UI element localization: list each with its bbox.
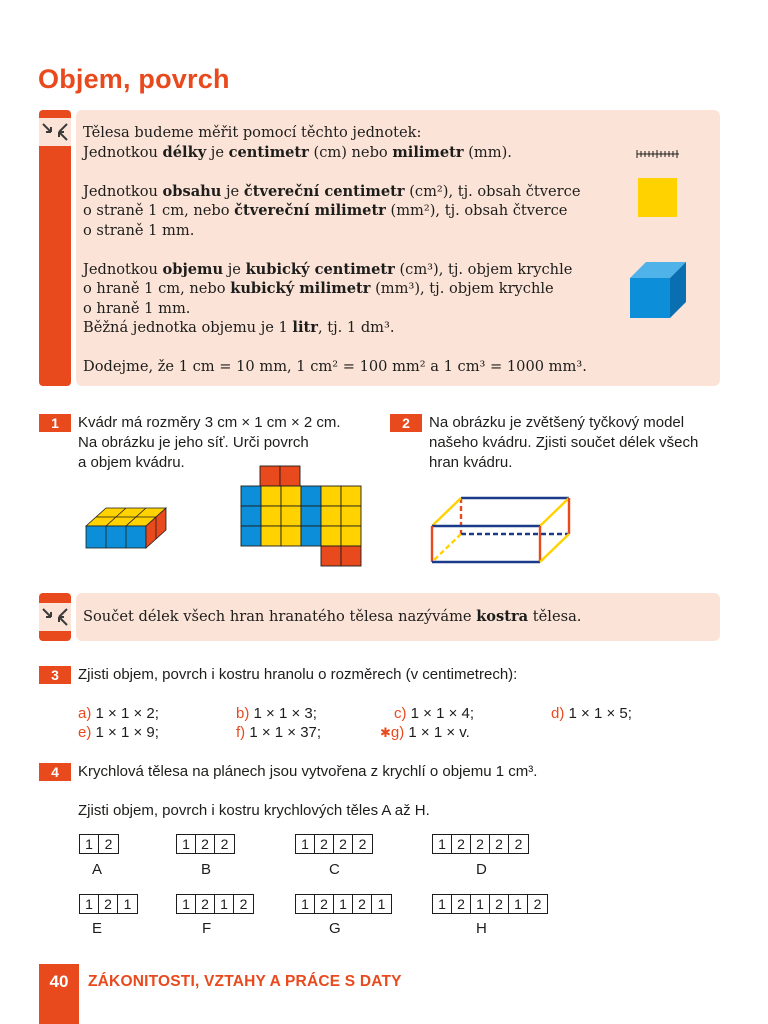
plan-f: 1 2 1 2 <box>176 894 254 914</box>
plan-a-label: A <box>92 861 103 878</box>
task-3-item-a: a) 1 × 1 × 2; <box>78 705 159 722</box>
task-3-item-c: c) 1 × 1 × 4; <box>394 705 475 722</box>
plan-h-label: H <box>476 920 487 937</box>
shrink-arrows-icon <box>39 603 71 631</box>
plan-b: 1 2 2 <box>176 834 235 854</box>
task-1-number: 1 <box>39 414 71 432</box>
footer-section-title: ZÁKONITOSTI, VZTAHY A PRÁCE S DATY <box>88 973 402 990</box>
info-side-bar <box>39 110 71 386</box>
task-4-line2: Zjisti objem, povrch i kostru krychlových těles A až H. <box>78 802 430 819</box>
plan-f-label: F <box>202 920 212 937</box>
info-area-line3: o straně 1 mm. <box>83 221 195 239</box>
task-3-item-g: ✱g) 1 × 1 × v. <box>380 724 470 741</box>
cuboid-illustration <box>84 506 168 550</box>
info-volume-line4: Běžná jednotka objemu je 1 litr, tj. 1 dm³. <box>83 319 395 336</box>
info-length: Jednotkou délky je centimetr (cm) nebo milimetr (mm). <box>83 143 512 161</box>
plan-d-label: D <box>476 861 487 878</box>
cuboid-net <box>240 465 362 567</box>
plan-e: 1 2 1 <box>79 894 138 914</box>
task-3-item-b: b) 1 × 1 × 3; <box>236 705 317 722</box>
kostra-side-bar <box>39 593 71 641</box>
rod-model-illustration <box>428 494 574 566</box>
plan-h: 1 2 1 2 1 2 <box>432 894 548 914</box>
shrink-arrows-icon <box>39 118 71 146</box>
kostra-text: Součet délek všech hran hranatého tělesa nazýváme kostra tělesa. <box>83 608 582 625</box>
plan-g-label: G <box>329 920 341 937</box>
task-2-number: 2 <box>390 414 422 432</box>
info-intro: Tělesa budeme měřit pomocí těchto jednotek: <box>83 124 422 141</box>
plan-a: 1 2 <box>79 834 119 854</box>
plan-d: 1 2 2 2 2 <box>432 834 529 854</box>
page-number: 40 <box>49 972 69 991</box>
info-area-line1: Jednotkou obsahu je čtvereční centimetr (cm²), tj. obsah čtverce <box>83 182 581 200</box>
task-3-number: 3 <box>39 666 71 684</box>
info-volume-line2: o hraně 1 cm, nebo kubický milimetr (mm³), tj. objem krychle <box>83 280 554 297</box>
info-text <box>83 123 623 377</box>
plan-b-label: B <box>201 861 212 878</box>
info-conversion: Dodejme, že 1 cm = 10 mm, 1 cm² = 100 mm² a 1 cm³ = 1000 mm³. <box>83 358 587 375</box>
plan-e-label: E <box>92 920 103 937</box>
task-4-number: 4 <box>39 763 71 781</box>
info-volume-line1: Jednotkou objemu je kubický centimetr (cm³), tj. objem krychle <box>83 260 573 278</box>
plan-c: 1 2 2 2 <box>295 834 373 854</box>
task-1-text: Kvádr má rozměry 3 cm × 1 cm × 2 cm. Na obrázku je jeho síť. Urči povrch a objem kvádru. <box>78 414 341 471</box>
info-volume-line3: o hraně 1 mm. <box>83 299 191 317</box>
task-2-text: Na obrázku je zvětšený tyčkový model našeho kvádru. Zjisti součet délek všech hran kvádru. <box>429 414 699 471</box>
blue-cube-icon <box>628 260 688 320</box>
task-3-item-d: d) 1 × 1 × 5; <box>551 705 632 722</box>
yellow-square-icon <box>638 178 677 217</box>
task-3-item-e: e) 1 × 1 × 9; <box>78 724 159 741</box>
task-4-line1: Krychlová tělesa na plánech jsou vytvořena z krychlí o objemu 1 cm³. <box>78 763 538 780</box>
page-title: Objem, povrch <box>38 64 230 94</box>
plan-c-label: C <box>329 861 340 878</box>
challenge-star-icon: ✱ <box>380 725 391 740</box>
info-area-line2: o straně 1 cm, nebo čtvereční milimetr (mm²), tj. obsah čtverce <box>83 202 568 219</box>
task-3-item-f: f) 1 × 1 × 37; <box>236 724 322 741</box>
ruler-icon <box>636 148 680 160</box>
plan-g: 1 2 1 2 1 <box>295 894 392 914</box>
task-3-prompt: Zjisti objem, povrch i kostru hranolu o rozměrech (v centimetrech): <box>78 666 518 683</box>
